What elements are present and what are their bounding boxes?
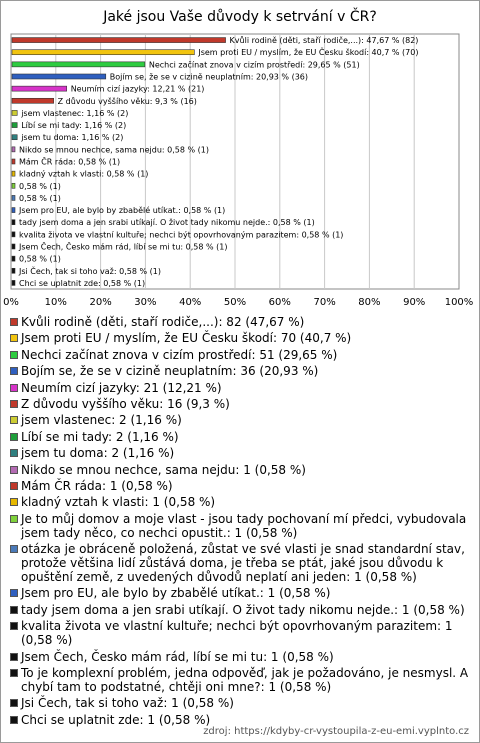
legend-item (10, 315, 472, 329)
legend-swatch (10, 318, 18, 326)
legend-swatch (10, 498, 18, 506)
legend-label: To je komplexní problém, jedna odpověď, jak je požadováno, je nesmysl. A chybí tam to podstatné, chtěji oni mne?: 1 (0,58 %) (21, 666, 469, 695)
bar-label: Nikdo se mnou nechce, sama nejdu: 0,58 % (1) (19, 145, 209, 155)
legend-label: kladný vztah k vlasti: 1 (0,58 %) (21, 495, 216, 510)
legend-item (10, 542, 472, 584)
bar (12, 244, 15, 249)
bar-label: Bojím se, že se v cizině neuplatním: 20,93 % (36) (109, 72, 309, 82)
bar (12, 62, 145, 67)
x-tick-label: 80% (358, 297, 381, 308)
legend-label: jsem vlastenec: 2 (1,16 %) (21, 413, 182, 428)
legend-item (10, 713, 472, 727)
legend-swatch (10, 699, 18, 707)
bar-label: kladný vztah k vlasti: 0,58 % (1) (19, 169, 149, 179)
bar (12, 183, 15, 188)
bar-label: kvalita života ve vlastní kultuře; nechci být opovrhovaným parazitem: 0,58 % (1) (19, 230, 344, 240)
legend-item (10, 479, 472, 493)
bar-label: Nechci začínat znova v cizím prostředí: 29,65 % (51) (148, 60, 360, 70)
bar (12, 220, 15, 225)
legend-item (10, 463, 472, 477)
source-caption: zdroj: https://kdyby-cr-vystoupila-z-eu-emi.vyplnto.cz (203, 726, 469, 737)
legend-swatch (10, 400, 18, 408)
legend-label: Z důvodu vyššího věku: 16 (9,3 %) (21, 396, 230, 411)
bar-label: jsem tu doma: 1,16 % (2) (21, 133, 124, 143)
legend-label: Kvůli rodině (děti, staří rodiče,...): 82 (47,67 %) (21, 315, 305, 329)
bar (12, 171, 15, 176)
legend-label: Bojím se, že se v cizině neuplatním: 36 (20,93 %) (21, 364, 319, 379)
bar-label: 0,58 % (1) (19, 193, 61, 203)
bar-label: Z důvodu vyššího věku: 9,3 % (16) (57, 96, 197, 106)
bar-label: Jsem pro EU, ale bylo by zbabělé utíkat.: 0,58 % (1) (19, 206, 226, 216)
x-tick-label: 40% (179, 297, 202, 308)
legend-label: Líbí se mi tady: 2 (1,16 %) (21, 429, 179, 444)
bar-label: Líbí se mi tady: 1,16 % (2) (21, 121, 127, 131)
bar-label: Jsem Čech, Česko mám rád, líbí se mi tu: 0,58 % (1) (19, 242, 228, 252)
legend-item (10, 586, 472, 600)
bar-label: Kvůli rodině (děti, staří rodiče,...): 47,67 % (82) (229, 36, 419, 46)
legend-swatch (10, 416, 18, 424)
bar-label: Jsem proti EU / myslím, že EU Česku škodí: 40,7 % (70) (198, 48, 419, 58)
x-tick-label: 30% (134, 297, 157, 308)
legend-label: Chci se uplatnit zde: 1 (0,58 %) (21, 712, 211, 727)
legend-item (10, 413, 472, 427)
legend-swatch (10, 653, 18, 661)
legend-label: Neumím cizí jazyky: 21 (12,21 %) (21, 380, 222, 395)
legend-item (10, 446, 472, 460)
bar (12, 147, 15, 152)
bar-chart (1, 1, 479, 311)
legend-label: Nikdo se mnou nechce, sama nejdu: 1 (0,58 %) (21, 462, 306, 477)
legend-label: Jsem pro EU, ale bylo by zbabělé utíkat.: 1 (0,58 %) (21, 586, 331, 601)
legend-swatch (10, 545, 18, 553)
x-tick-label: 70% (313, 297, 336, 308)
bar (12, 232, 15, 237)
bar (12, 280, 15, 285)
legend-label: Nechci začínat znova v cizím prostředí: 51 (29,65 %) (21, 347, 338, 362)
x-tick-label: 50% (223, 297, 247, 308)
bar-label: Neumím cizí jazyky: 12,21 % (21) (70, 84, 205, 94)
legend-item (10, 381, 472, 395)
legend-swatch (10, 589, 18, 597)
legend-swatch (10, 334, 18, 342)
bar-label: tady jsem doma a jen srabi utíkají. O život tady nikomu nejde.: 0,58 % (1) (19, 218, 315, 228)
legend-swatch (10, 482, 18, 490)
legend-label: otázka je obráceně položená, zůstat ve své vlasti je snad standardní stav, protože většina lidí zůstává doma, je třeba se ptát, jaké jsou důvodu k opuštění země, z uvedených důvodů neplatí ani jeden: 1 (0,58 %) (21, 542, 465, 585)
x-tick-label: 100% (444, 297, 474, 308)
legend-label: Jsem proti EU / myslím, že EU Česku škodí: 70 (40,7 %) (21, 331, 352, 346)
bar (12, 86, 67, 91)
legend-item (10, 650, 472, 664)
legend-swatch (10, 669, 18, 677)
bar-label: 0,58 % (1) (19, 181, 61, 191)
x-tick-label: 60% (268, 297, 291, 308)
x-tick-label: 10% (44, 297, 67, 308)
legend-item (10, 495, 472, 509)
legend-label: tady jsem doma a jen srabi utíkají. O život tady nikomu nejde.: 1 (0,58 %) (21, 602, 465, 617)
legend-swatch (10, 367, 18, 375)
x-tick-label: 20% (89, 297, 112, 308)
legend-label: kvalita života ve vlastní kultuře; nechci být opovrhovaným parazitem: 1 (0,58 %) (21, 619, 453, 648)
bar (12, 159, 15, 164)
bar (12, 38, 226, 43)
bar-label: Jsi Čech, tak si toho važ: 0,58 % (1) (19, 266, 161, 276)
legend-swatch (10, 466, 18, 474)
legend-item (10, 603, 472, 617)
bar (12, 268, 15, 273)
legend-item (10, 364, 472, 378)
legend-label: Mám ČR ráda: 1 (0,58 %) (21, 478, 173, 493)
legend-item (10, 619, 472, 647)
bar-label: Chci se uplatnit zde: 0,58 % (1) (19, 278, 146, 288)
legend-item (10, 331, 472, 345)
bar (12, 208, 15, 213)
legend-item (10, 430, 472, 444)
legend-item (10, 696, 472, 710)
legend-swatch (10, 622, 18, 630)
legend-label: Jsem Čech, Česko mám rád, líbí se mi tu: 1 (0,58 %) (21, 649, 334, 664)
bar-label: Mám ČR ráda: 0,58 % (1) (19, 157, 121, 167)
chart-title: Jaké jsou Vaše důvody k setrvání v ČR? (103, 9, 377, 25)
legend-swatch (10, 716, 18, 724)
bar (12, 74, 106, 79)
bar-label: jsem vlastenec: 1,16 % (2) (21, 108, 129, 118)
legend-swatch (10, 384, 18, 392)
bar (12, 123, 17, 128)
legend-swatch (10, 433, 18, 441)
bar (12, 50, 194, 55)
legend-item (10, 397, 472, 411)
legend-item (10, 512, 472, 540)
legend-item (10, 348, 472, 362)
bar (12, 110, 17, 115)
bar (12, 98, 54, 103)
bar (12, 135, 17, 140)
legend-swatch (10, 351, 18, 359)
legend-swatch (10, 606, 18, 614)
legend-swatch (10, 449, 18, 457)
bar (12, 195, 15, 200)
legend-item (10, 666, 472, 694)
legend-label: jsem tu doma: 2 (1,16 %) (21, 446, 175, 461)
legend (10, 315, 472, 729)
legend-label: Je to můj domov a moje vlast - jsou tady pochovaní mí předci, vybudovala jsem tady něco, co nechci opustit.: 1 (0,58 %) (21, 511, 467, 540)
x-tick-label: 90% (403, 297, 426, 308)
legend-label: Jsi Čech, tak si toho važ: 1 (0,58 %) (21, 696, 234, 711)
bar (12, 256, 15, 261)
x-tick-label: 0% (3, 297, 19, 308)
bar-label: 0,58 % (1) (19, 254, 61, 264)
legend-swatch (10, 515, 18, 523)
